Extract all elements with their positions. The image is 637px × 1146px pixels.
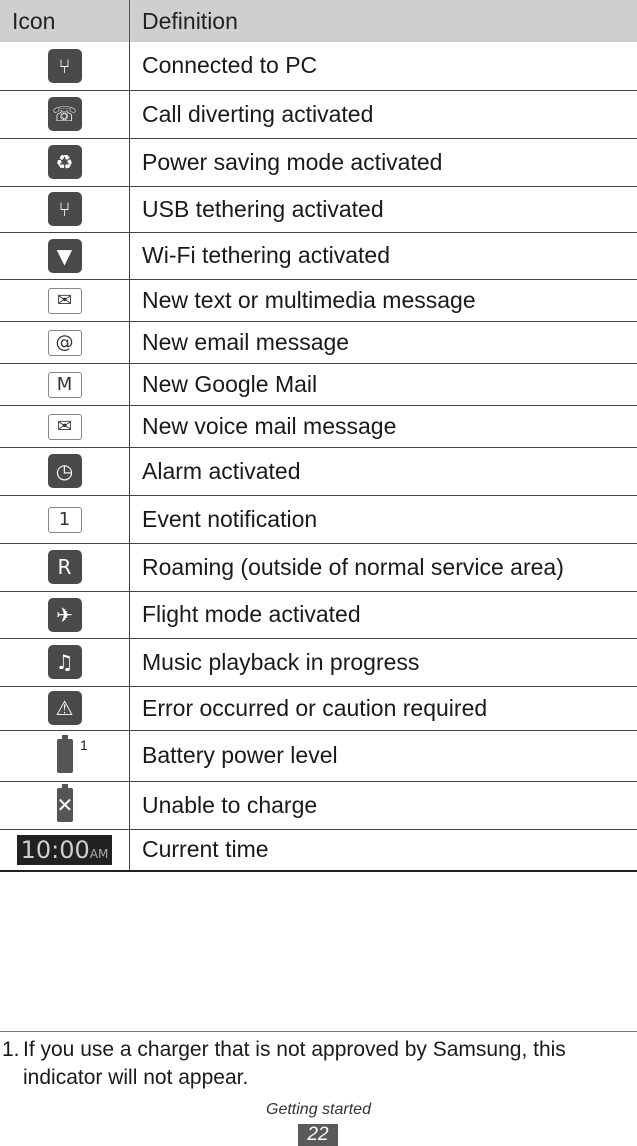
definition-text: Battery power level (130, 730, 637, 781)
table-row (0, 90, 637, 138)
definition-text: New voice mail message (130, 405, 637, 447)
icon-cell (0, 495, 130, 543)
table-row (0, 495, 637, 543)
table-row (0, 829, 637, 871)
definition-text: Event notification (130, 495, 637, 543)
definition-text: Current time (130, 829, 637, 871)
table-row (0, 591, 637, 638)
table-row (0, 138, 637, 186)
table-row (0, 232, 637, 279)
section-title: Getting started (266, 1101, 371, 1118)
icon-cell (0, 447, 130, 495)
table-row (0, 321, 637, 363)
icon-cell (0, 686, 130, 730)
battery-error-icon: ✕ (57, 788, 73, 822)
definition-text: Alarm activated (130, 447, 637, 495)
voicemail-envelope-icon: ✉ (48, 414, 82, 440)
icon-cell (0, 186, 130, 232)
table-row (0, 686, 637, 730)
icon-cell (0, 321, 130, 363)
table-header-row (0, 0, 637, 42)
definition-text: New text or multimedia message (130, 279, 637, 321)
definition-text: Error occurred or caution required (130, 686, 637, 730)
definition-text: Wi-Fi tethering activated (130, 232, 637, 279)
definition-text: Call diverting activated (130, 90, 637, 138)
table-row (0, 447, 637, 495)
icon-cell (0, 638, 130, 686)
table-row (0, 42, 637, 90)
definition-text: Connected to PC (130, 42, 637, 90)
clock-time: 10:00 (20, 835, 90, 864)
recycle-icon: ♻ (48, 145, 82, 179)
icon-cell (0, 363, 130, 405)
footnote-divider (0, 1031, 637, 1032)
icon-cell (0, 591, 130, 638)
icon-cell (0, 90, 130, 138)
airplane-icon: ✈ (48, 598, 82, 632)
table-row (0, 186, 637, 232)
definition-text: USB tethering activated (130, 186, 637, 232)
header-definition: Definition (142, 7, 238, 34)
definition-text: Unable to charge (130, 781, 637, 829)
icon-cell (0, 279, 130, 321)
definition-text: Music playback in progress (130, 638, 637, 686)
icon-cell (0, 781, 130, 829)
table-row (0, 279, 637, 321)
page-number: 22 (298, 1124, 338, 1146)
gmail-icon: M (48, 372, 82, 398)
table-row (0, 543, 637, 591)
icon-cell (0, 543, 130, 591)
roaming-signal-icon: R (48, 550, 82, 584)
table-body (0, 42, 637, 871)
usb-icon: ⑂ (48, 49, 82, 83)
table-row (0, 638, 637, 686)
table-row (0, 730, 637, 781)
alarm-clock-icon: ◷ (48, 454, 82, 488)
footnote-text: If you use a charger that is not approved by Samsung, this indicator will not appear. (23, 1038, 566, 1089)
table-row (0, 781, 637, 829)
table-row (0, 405, 637, 447)
definition-text: Roaming (outside of normal service area) (130, 543, 637, 591)
footnote-number: 1. (2, 1038, 20, 1061)
call-divert-icon: ☏ (48, 97, 82, 131)
clock-ampm: AM (89, 846, 109, 861)
definition-text: Power saving mode activated (130, 138, 637, 186)
icon-cell (0, 405, 130, 447)
header-icon: Icon (0, 0, 130, 42)
icon-cell (0, 730, 130, 781)
definition-text: Flight mode activated (130, 591, 637, 638)
clock-display-icon (17, 835, 113, 865)
warning-icon: ⚠ (48, 691, 82, 725)
icon-cell (0, 42, 130, 90)
definition-text: New Google Mail (130, 363, 637, 405)
wifi-tether-icon: ▼ (48, 239, 82, 273)
icon-cell (0, 829, 130, 871)
music-note-icon: ♫ (48, 645, 82, 679)
icon-cell (0, 138, 130, 186)
email-at-icon: @ (48, 330, 82, 356)
battery-icon (57, 739, 73, 773)
definition-text: New email message (130, 321, 637, 363)
calendar-event-icon: 1 (48, 507, 82, 533)
icon-cell (0, 232, 130, 279)
footnote-marker: 1 (80, 736, 88, 753)
usb-icon: ⑂ (48, 192, 82, 226)
envelope-icon: ✉ (48, 288, 82, 314)
table-row (0, 363, 637, 405)
